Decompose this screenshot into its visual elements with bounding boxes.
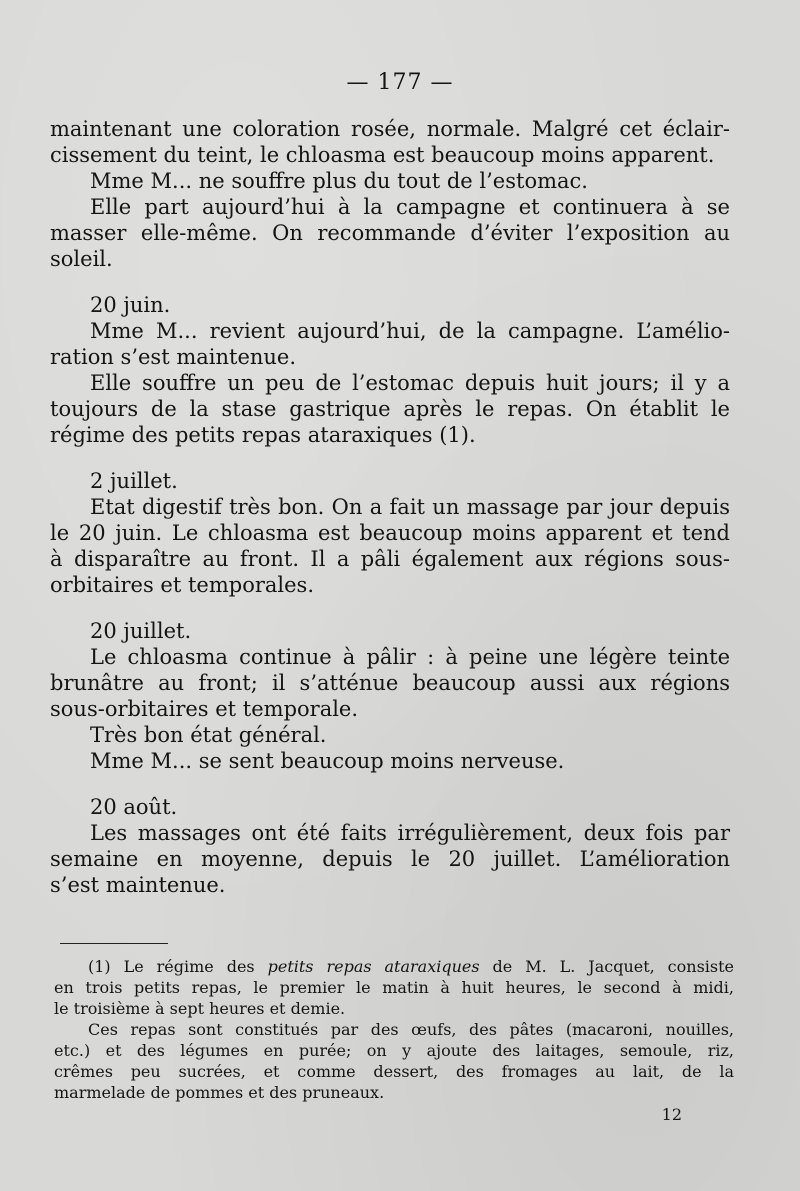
printer-signature-mark: 12 <box>661 1105 682 1124</box>
footnote-line: Ces repas sont constitués par des œufs, des pâtes (macaroni, nouilles, <box>88 1020 734 1039</box>
text-line: Mme M... revient aujourd’hui, de la campagne. L’amélio- <box>90 319 730 343</box>
paragraph <box>50 168 730 194</box>
text-line: toujours de la stase gastrique après le repas. On établit le <box>50 397 730 421</box>
text-line: ration s’est maintenue. <box>50 345 297 369</box>
footnote-line: le troisième à sept heures et demie. <box>54 999 346 1018</box>
footnote-line: etc.) et des légumes en purée; on y ajoute des laitages, semoule, riz, <box>54 1041 734 1060</box>
text-line: soleil. <box>50 247 113 271</box>
paragraph <box>50 748 730 774</box>
text-line: Elle souffre un peu de l’estomac depuis huit jours; il y a <box>90 371 730 395</box>
text-line: Très bon état général. <box>90 723 327 747</box>
body-text <box>50 116 730 898</box>
text-line: 20 juin. <box>90 293 171 317</box>
paragraph <box>50 370 730 448</box>
footnote <box>54 956 734 1019</box>
text-line: maintenant une coloration rosée, normale. Malgré cet éclair- <box>50 117 730 141</box>
text-line: masser elle-même. On recommande d’éviter l’exposition au <box>50 221 730 245</box>
text-line: Mme M... se sent beaucoup moins nerveuse. <box>90 749 565 773</box>
text-line: semaine en moyenne, depuis le 20 juillet. L’amélioration <box>50 847 730 871</box>
footnotes <box>54 956 734 1103</box>
date-heading <box>50 468 730 494</box>
date-heading <box>50 618 730 644</box>
text-line: Etat digestif très bon. On a fait un massage par jour depuis <box>90 495 730 519</box>
paragraph <box>50 722 730 748</box>
footnote <box>54 1019 734 1103</box>
paragraph <box>50 644 730 722</box>
text-line: cissement du teint, le chloasma est beaucoup moins apparent. <box>50 143 715 167</box>
italic-term: petits repas ataraxiques <box>267 957 480 976</box>
text-line: 20 juillet. <box>90 619 192 643</box>
date-heading <box>50 292 730 318</box>
paragraph <box>50 820 730 898</box>
footnote-line: marmelade de pommes et des pruneaux. <box>54 1083 385 1102</box>
footnote-line: (1) Le régime des petits repas ataraxiques de M. L. Jacquet, consiste <box>88 957 735 976</box>
footnote-line: en trois petits repas, le premier le matin à huit heures, le second à midi, <box>54 978 734 997</box>
paragraph <box>50 318 730 370</box>
text-line: brunâtre au front; il s’atténue beaucoup aussi aux régions <box>50 671 730 695</box>
text-line: régime des petits repas ataraxiques (1). <box>50 423 476 447</box>
paragraph <box>50 116 730 168</box>
text-line: 2 juillet. <box>90 469 178 493</box>
text-line: orbitaires et temporales. <box>50 573 314 597</box>
text-line: 20 août. <box>90 795 178 819</box>
footnote-divider <box>60 943 168 944</box>
footnote-line: crêmes peu sucrées, et comme dessert, des fromages au lait, de la <box>54 1062 734 1081</box>
text-line: le 20 juin. Le chloasma est beaucoup moins apparent et tend <box>50 521 730 545</box>
paragraph <box>50 494 730 598</box>
text-line: Mme M... ne souffre plus du tout de l’estomac. <box>90 169 588 193</box>
text-line: sous-orbitaires et temporale. <box>50 697 359 721</box>
text-line: s’est maintenue. <box>50 873 226 897</box>
paragraph <box>50 194 730 272</box>
text-line: Le chloasma continue à pâlir : à peine une légère teinte <box>90 645 730 669</box>
date-heading <box>50 794 730 820</box>
page-number: — 177 — <box>346 70 454 95</box>
text-line: à disparaître au front. Il a pâli également aux régions sous- <box>50 547 730 571</box>
text-line: Les massages ont été faits irrégulièrement, deux fois par <box>90 821 730 845</box>
text-line: Elle part aujourd’hui à la campagne et continuera à se <box>90 195 730 219</box>
